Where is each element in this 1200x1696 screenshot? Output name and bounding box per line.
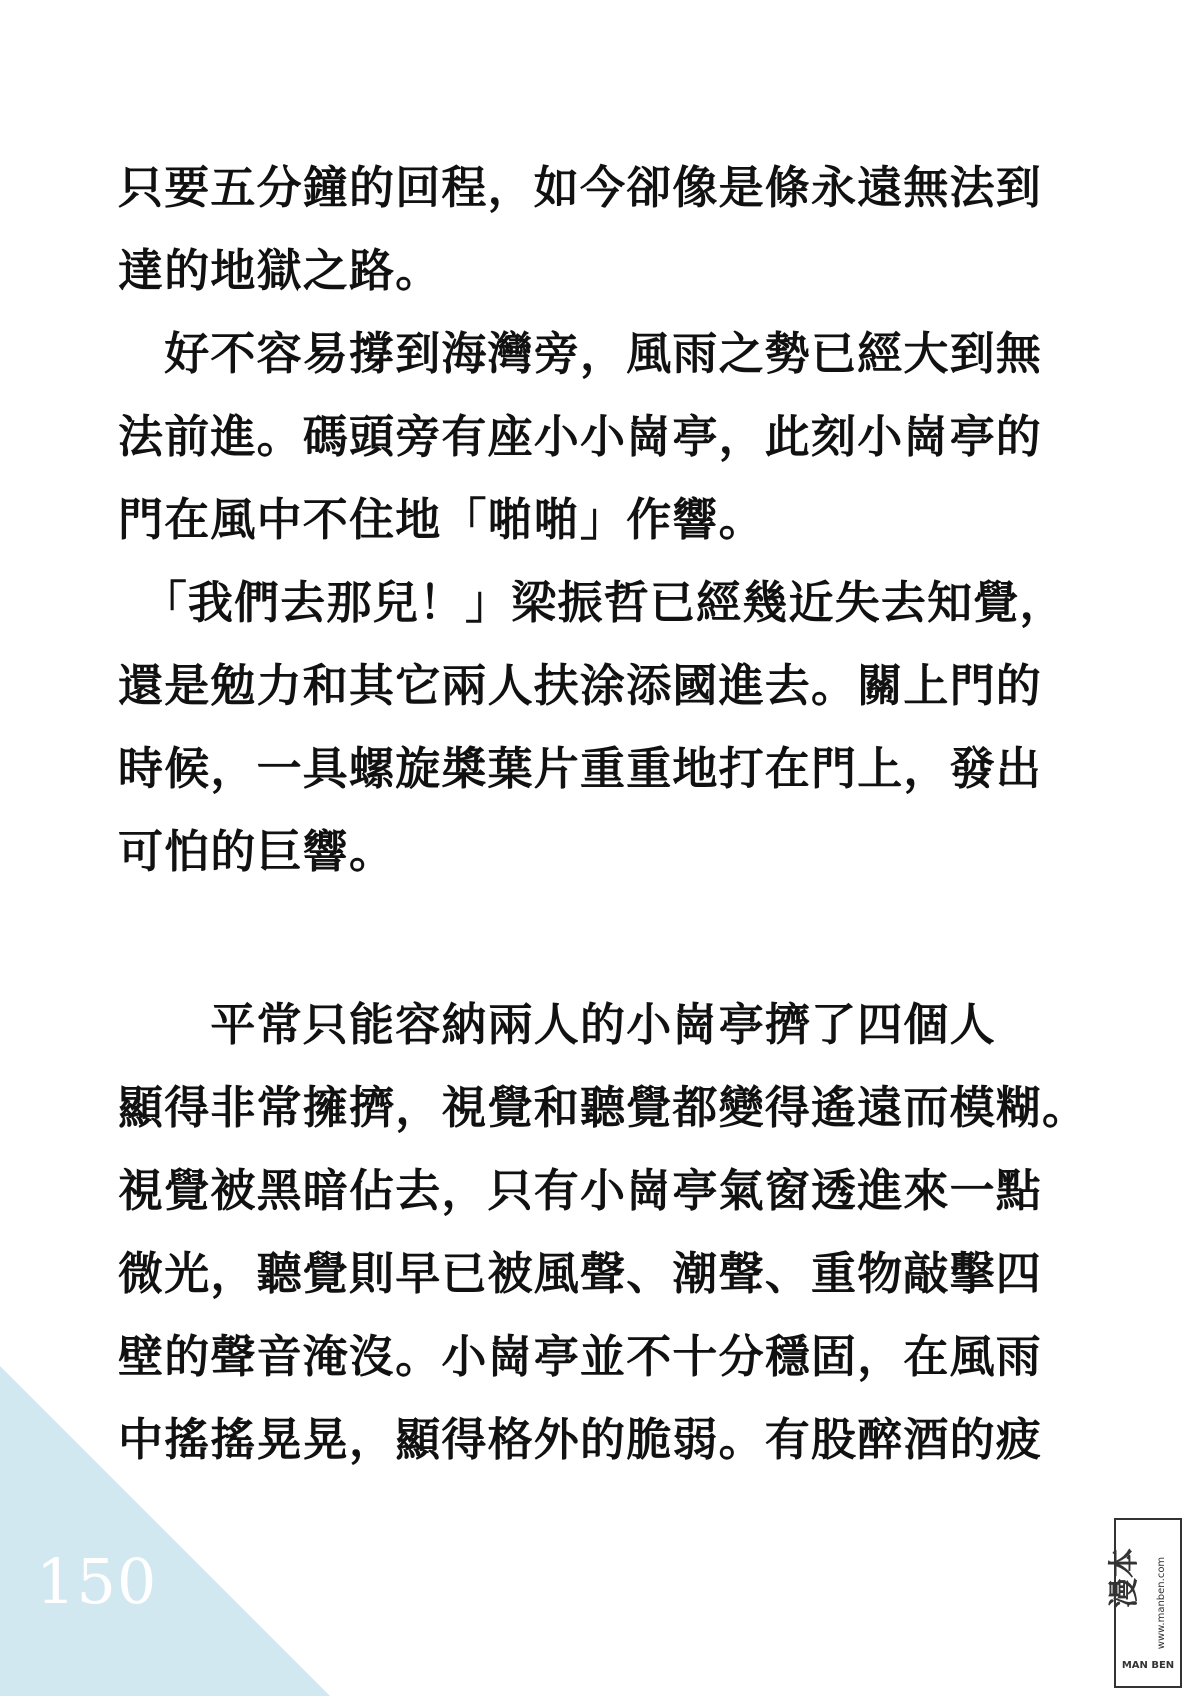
text-line: 好不容易撐到海灣旁，風雨之勢已經大到無: [118, 327, 1043, 380]
text-line: 顯得非常擁擠，視覺和聽覺都變得遙遠而模糊。: [118, 1081, 1089, 1134]
watermark-logo-letters: MAN BEN: [1121, 1660, 1175, 1671]
watermark-url: www.manben.com: [1156, 1556, 1167, 1650]
text-line: 可怕的巨響。: [118, 825, 396, 878]
text-line: 視覺被黑暗佔去，只有小崗亭氣窗透進來一點: [118, 1164, 1043, 1217]
text-line: 中搖搖晃晃，顯得格外的脆弱。有股醉酒的疲: [118, 1413, 1043, 1466]
text-line: 壁的聲音淹沒。小崗亭並不十分穩固，在風雨: [118, 1330, 1043, 1383]
text-line: 法前進。碼頭旁有座小小崗亭，此刻小崗亭的: [118, 410, 1043, 463]
text-line: 「我們去那兒！」梁振哲已經幾近失去知覺，: [118, 576, 1066, 629]
text-line: 達的地獄之路。: [118, 244, 442, 297]
paragraph-gap: [118, 893, 1088, 983]
text-line: 只要五分鐘的回程，如今卻像是條永遠無法到: [118, 161, 1043, 214]
text-line: 還是勉力和其它兩人扶涂添國進去。關上門的: [118, 659, 1043, 712]
watermark-logo: [1107, 1518, 1182, 1688]
text-line: 微光，聽覺則早已被風聲、潮聲、重物敲擊四: [118, 1247, 1043, 1300]
text-line: 門在風中不住地「啪啪」作響。: [118, 493, 765, 546]
watermark-text: 漫本: [1107, 1548, 1142, 1608]
text-line: 時候，一具螺旋槳葉片重重地打在門上，發出: [118, 742, 1043, 795]
page-number: 150: [36, 1545, 158, 1618]
body-text: [118, 146, 1088, 1481]
text-line: 平常只能容納兩人的小崗亭擠了四個人: [118, 998, 996, 1051]
